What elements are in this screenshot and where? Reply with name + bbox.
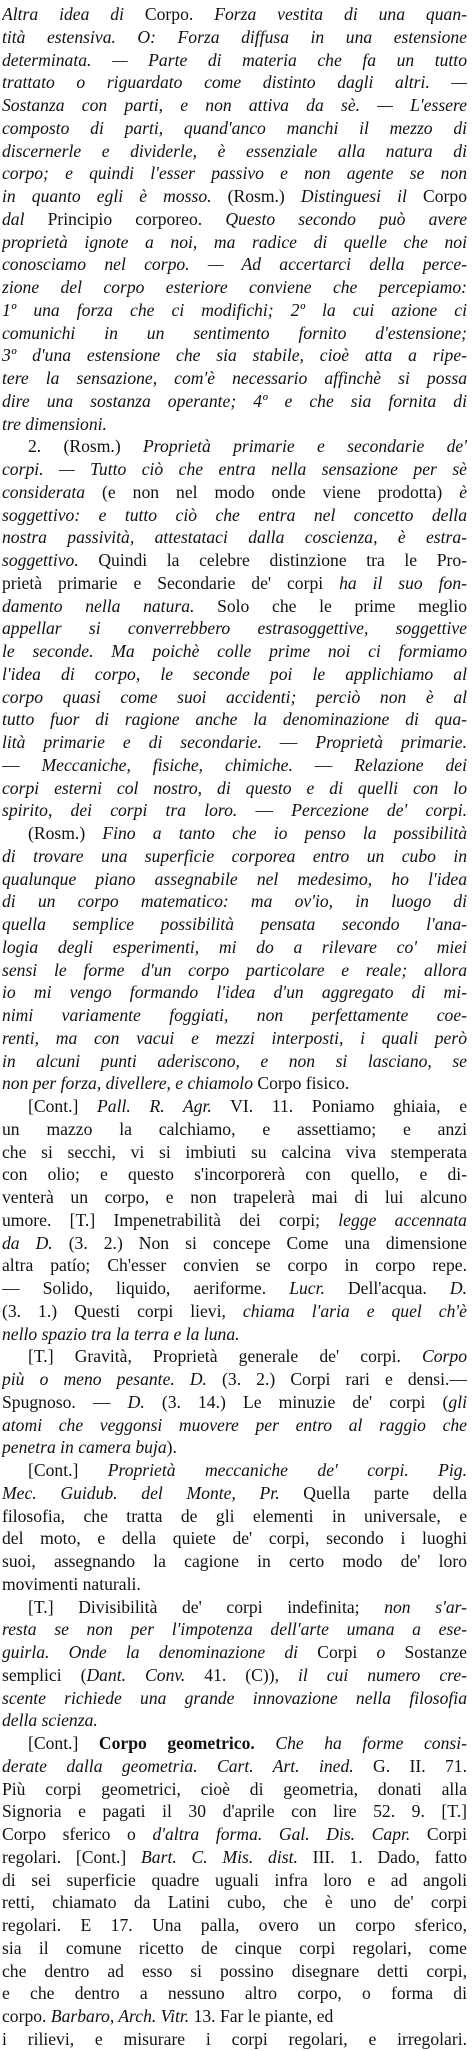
text-line: sensi le forme d'un corpo particolare e reale; allora <box>2 959 467 980</box>
text-line: 1º una forza che ci modifichi; 2º la cui azione ci <box>2 299 467 320</box>
text-line: di un corpo matematico: ma ov'io, in luogo di <box>2 891 467 912</box>
text-line: non per forza, divellere, e chiamolo Corpo fisico. <box>2 1073 350 1094</box>
text-line: Sostanza con parti, e non attiva da sè. — L'essere <box>2 95 467 115</box>
text-line: quella semplice possibilità pensata secondo l'ana- <box>2 914 467 934</box>
text-line: logia degli esperimenti, mi do a rilevare co' miei <box>2 936 467 957</box>
text-line: penetra in camera buja). <box>2 1437 177 1458</box>
text-line: nimi variamente foggiati, non perfettamente coe- <box>2 1005 467 1025</box>
text-line: [Cont.] Proprietà meccaniche de' corpi. Pig. <box>28 1460 467 1480</box>
text-line: io mi vengo formando l'idea d'un aggregato di mi- <box>2 982 467 1003</box>
text-line: atomi che veggonsi muovere per entro al raggio che <box>2 1414 467 1435</box>
text-line: retti, chiamato da Latini cubo, che è uno de' corpi <box>2 1892 467 1913</box>
text-line: venterà un corpo, e non trapelerà mai di lui alcuno <box>2 1187 467 1207</box>
text-line: Altra idea di Corpo. Forza vestita di una quan- <box>2 4 467 24</box>
text-line: derate dalla geometria. Cart. Art. ined. G. II. 71. <box>2 1755 467 1776</box>
text-line: — Solido, liquido, aeriforme. Lucr. Dell'acqua. D. <box>2 1278 467 1298</box>
text-line: composto di parti, quand'anco manchi il mezzo di <box>2 117 467 138</box>
text-line: Mec. Guidub. del Monte, Pr. Quella parte della <box>2 1482 467 1503</box>
text-line: della scienza. <box>2 1710 98 1731</box>
text-line: proprietà ignote a noi, ma radice di quelle che noi <box>2 231 467 252</box>
text-line: appellar si converrebbero estrasoggettive, soggettive <box>2 618 467 639</box>
text-line: in quanto egli è mosso. (Rosm.) Distinguesi il Corpo <box>2 186 467 206</box>
text-line: altra patío; Ch'esser convien se corpo in corpo repe. <box>2 1255 467 1276</box>
text-line: corpi esterni col nostro, di questo e di quelli con lo <box>2 777 467 798</box>
text-line: [Cont.] Corpo geometrico. Che ha forme consi- <box>28 1733 467 1753</box>
text-line: (3. 1.) Questi corpi lievi, chiama l'aria e quel ch'è <box>2 1300 467 1321</box>
text-line: Più corpi geometrici, cioè di geometria, donati alla <box>2 1778 467 1799</box>
text-line: soggettivo: e tutto ciò che entra nel concetto della <box>2 504 467 525</box>
text-line: corpo quasi come suoi accidenti; perciò non è al <box>2 686 467 707</box>
text-line: [Cont.] Pall. R. Agr. VI. 11. Poniamo ghiaia, e <box>28 1096 467 1116</box>
text-line: da D. (3. 2.) Non si concepe Come una dimensione <box>2 1232 467 1253</box>
text-line: sia il comune ricetto de cinque corpi regolari, come <box>2 1937 467 1958</box>
text-line: con olio; e questo s'incorporerà con quello, e di- <box>2 1164 467 1185</box>
text-line: [T.] Gravità, Proprietà generale de' corpi. Corpo <box>28 1346 467 1367</box>
text-line: (Rosm.) Fino a tanto che io penso la possibilità <box>28 823 467 843</box>
dictionary-column <box>2 3 467 2051</box>
text-line: di sei superficie quadre uguali infra loro e ad angoli <box>2 1869 467 1890</box>
text-line: che dentro ad esso si possino disegnare detti corpi, <box>2 1960 467 1981</box>
text-line: movimenti naturali. <box>2 1573 141 1594</box>
text-line: 3º d'una estensione che sia stabile, cioè atta a ripe- <box>2 345 467 366</box>
text-line: dire una sostanza operante; 4º e che sia fornita di <box>2 390 467 411</box>
text-line: zione del corpo esteriore conviene che percepiamo: <box>2 277 467 297</box>
text-line: Corpo sferico o d'altra forma. Gal. Dis. Capr. Corpi <box>2 1824 467 1844</box>
text-line: l'idea di corpo, le seconde poi le applichiamo al <box>2 663 467 684</box>
text-line: 2. (Rosm.) Proprietà primarie e secondarie de' <box>28 436 467 457</box>
text-line: trattato o riguardato come distinto dagli altri. — <box>2 72 467 93</box>
text-line: del moto, e della quiete de' corpi, secondo i luoghi <box>2 1528 467 1549</box>
text-line: tere la sensazione, com'è necessario affinchè si possa <box>2 368 467 388</box>
text-line: un mazzo la calchiamo, e assettiamo; e anzi <box>2 1118 467 1139</box>
text-line: [T.] Divisibilità de' corpi indefinita; non s'ar- <box>28 1596 467 1617</box>
text-line: le seconde. Ma poichè colle prime noi ci formiamo <box>2 641 467 661</box>
text-line: nello spazio tra la terra e la luna. <box>2 1323 240 1344</box>
text-line: qualunque piano assegnabile nel medesimo, ho l'idea <box>2 868 467 889</box>
text-line: tre dimensioni. <box>2 413 107 434</box>
text-line: regolari. E 17. Una palla, overo un corpo sferico, <box>2 1915 467 1935</box>
text-line: comunichi in un sentimento fornito d'estensione; <box>2 322 467 343</box>
text-line: discernerle e dividerle, è essenziale alla natura di <box>2 140 467 161</box>
text-line: corpo; e quindi l'esser passivo e non agente se non <box>2 163 467 184</box>
text-line: in alcuni punti aderiscono, e non si lasciano, se <box>2 1050 467 1071</box>
text-line: più o meno pesante. D. (3. 2.) Corpi rari e densi.— <box>2 1369 467 1389</box>
text-line: lità primarie e di secondarie. — Proprietà primarie. <box>2 732 467 752</box>
text-line: renti, ma con vacui e mezzi interposti, i quali però <box>2 1027 467 1048</box>
text-line: semplici (Dant. Conv. 41. (C)), il cui numero cre- <box>2 1664 467 1685</box>
text-line: che si secchi, vi si imbiuti su calcina viva stemperata <box>2 1141 467 1162</box>
text-line: corpi. — Tutto ciò che entra nella sensazione per sè <box>2 459 467 479</box>
text-line: corpo. Barbaro, Arch. Vitr. 13. Far le piante, ed <box>2 2006 334 2026</box>
text-line: tutto fuor di ragione anche la denominazione di qua- <box>2 709 467 730</box>
text-line: damento nella natura. Solo che le prime meglio <box>2 595 467 616</box>
text-line: e che dentro a nessuno altro corpo, o forma di <box>2 1983 467 2004</box>
text-line: nostra passività, attestataci dalla coscienza, è estra- <box>2 527 467 548</box>
text-line: tità estensiva. O: Forza diffusa in una estensione <box>2 26 467 47</box>
text-line: regolari. [Cont.] Bart. C. Mis. dist. III. 1. Dado, fatto <box>2 1846 467 1867</box>
text-line: di trovare una superficie corporea entro un cubo in <box>2 845 467 866</box>
text-line: guirla. Onde la denominazione di Corpi o Sostanze <box>2 1642 467 1662</box>
text-line: umore. [T.] Impenetrabilità dei corpi; legge accennata <box>2 1209 467 1230</box>
text-line: spirito, dei corpi tra loro. — Percezione de' corpi. <box>2 800 467 821</box>
text-line: suoi, assegnando la cagione in certo modo de' loro <box>2 1551 467 1571</box>
text-line: — Meccaniche, fisiche, chimiche. — Relazione dei <box>2 754 467 775</box>
text-line: considerata (e non nel modo onde viene prodotta) è <box>2 481 467 502</box>
text-line: filosofia, che tratta de gli elementi in universale, e <box>2 1505 467 1526</box>
text-line: Spugnoso. — D. (3. 14.) Le minuzie de' corpi (gli <box>2 1391 467 1412</box>
text-line: prietà primarie e Secondarie de' corpi ha il suo fon- <box>2 572 467 593</box>
text-line: soggettivo. Quindi la celebre distinzione tra le Pro- <box>2 550 467 570</box>
text-line: determinata. — Parte di materia che fa un tutto <box>2 49 467 70</box>
text-line: dal Principio corporeo. Questo secondo può avere <box>2 208 467 229</box>
text-line: conosciamo nel corpo. — Ad accertarci della perce- <box>2 254 467 275</box>
text-line: scente richiede una grande innovazione nella filosofia <box>2 1687 467 1708</box>
text-line: Signoria e pagati il 30 d'aprile con lire 52. 9. [T.] <box>2 1801 467 1822</box>
text-line: resta se non per l'impotenza dell'arte umana a ese- <box>2 1619 467 1640</box>
text-line: i rilievi, e misurare i corpi regolari, e irregolari. <box>2 2028 467 2049</box>
